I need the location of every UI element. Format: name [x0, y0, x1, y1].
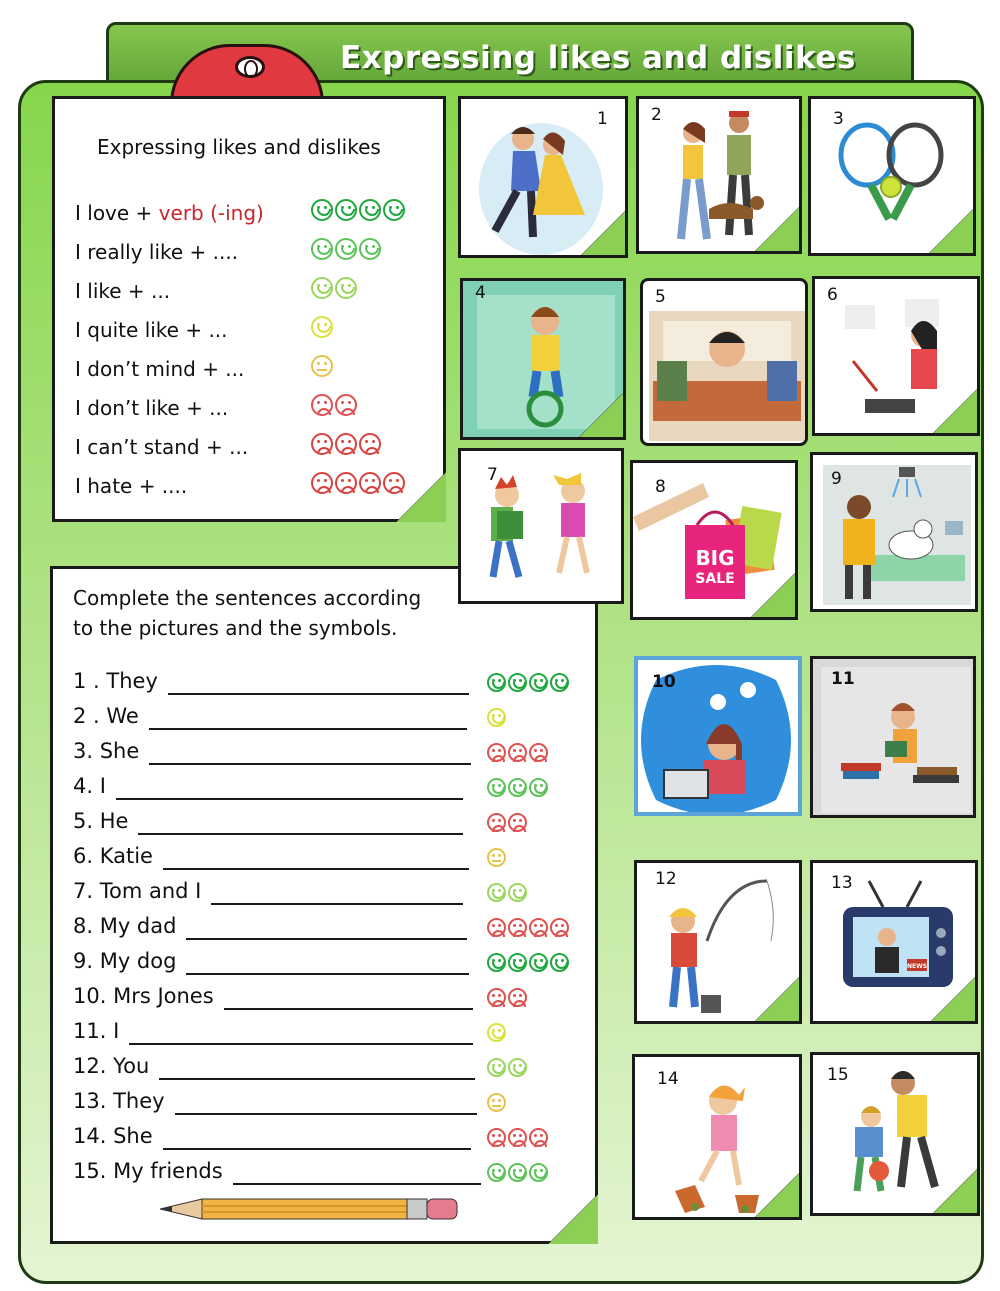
key-row	[75, 474, 187, 498]
neutral-face-icon	[311, 355, 333, 377]
key-row	[75, 240, 238, 264]
answer-line[interactable]	[233, 1183, 481, 1185]
exercise-faces	[487, 1127, 550, 1147]
frowny-face-icon	[487, 743, 506, 762]
picture-number: 12	[655, 869, 677, 889]
frowny-face-icon	[311, 472, 333, 494]
exercise-faces	[487, 1162, 550, 1182]
answer-line[interactable]	[116, 798, 463, 800]
key-row	[75, 435, 248, 459]
bag-sign-sale: SALE	[695, 571, 735, 587]
smiley-face-icon	[383, 199, 405, 221]
exercise-item: 12. You	[73, 1054, 150, 1078]
answer-line[interactable]	[163, 1148, 471, 1150]
smiley-face-icon	[487, 953, 506, 972]
exercise-item: 13. They	[73, 1089, 165, 1113]
picture-number: 13	[831, 873, 853, 893]
smiley-face-icon	[529, 778, 548, 797]
picture-number: 9	[831, 469, 842, 489]
key-row	[75, 318, 228, 342]
key-phrase: I really like + ....	[75, 240, 239, 264]
exercise-faces	[487, 882, 529, 902]
answer-line[interactable]	[211, 903, 463, 905]
picture-card-14	[632, 1054, 802, 1220]
picture-number: 7	[487, 465, 498, 485]
picture-card-3	[808, 96, 976, 256]
exercise-item: 4. I	[73, 774, 106, 798]
frowny-face-icon	[529, 1128, 548, 1147]
smiley-face-icon	[529, 953, 548, 972]
smiley-face-icon	[335, 199, 357, 221]
exercise-faces	[487, 672, 571, 692]
frowny-face-icon	[487, 918, 506, 937]
frowny-face-icon	[529, 743, 548, 762]
key-phrase-highlight: verb (-ing)	[158, 201, 264, 225]
neutral-face-icon	[487, 848, 506, 867]
exercise-faces	[487, 707, 508, 727]
picture-card-2	[636, 96, 802, 254]
smiley-face-icon	[487, 708, 506, 727]
picture-number: 8	[655, 477, 666, 497]
key-row	[75, 357, 244, 381]
key-phrase: I like + ...	[75, 279, 171, 303]
key-faces	[311, 238, 383, 260]
picture-number: 15	[827, 1065, 849, 1085]
neutral-face-icon	[487, 1093, 506, 1112]
smiley-face-icon	[359, 199, 381, 221]
key-faces	[311, 394, 359, 416]
smiley-face-icon	[508, 778, 527, 797]
key-faces	[311, 472, 407, 494]
answer-line[interactable]	[149, 728, 467, 730]
frowny-face-icon	[311, 394, 333, 416]
picture-card-15	[810, 1052, 980, 1216]
picture-card-12	[634, 860, 802, 1024]
key-phrase: I hate + ....	[75, 474, 188, 498]
answer-line[interactable]	[138, 833, 463, 835]
exercise-item: 9. My dog	[73, 949, 177, 973]
smiley-face-icon	[508, 883, 527, 902]
instruction-line-2: to the pictures and the symbols.	[73, 616, 398, 640]
key-phrase: I quite like + ...	[75, 318, 228, 342]
exercise-item: 8. My dad	[73, 914, 177, 938]
exercise-instruction	[73, 583, 473, 643]
key-phrase: I don’t mind + ...	[75, 357, 245, 381]
picture-card-11	[810, 656, 976, 818]
smiley-face-icon	[550, 673, 569, 692]
smiley-face-icon	[529, 1163, 548, 1182]
smiley-face-icon	[487, 673, 506, 692]
frowny-face-icon	[487, 813, 506, 832]
smiley-face-icon	[550, 953, 569, 972]
frowny-face-icon	[508, 1128, 527, 1147]
picture-card-6	[812, 276, 980, 436]
key-card	[52, 96, 446, 522]
picture-number: 1	[597, 109, 608, 129]
picture-card-7	[458, 448, 624, 604]
frowny-face-icon	[359, 472, 381, 494]
exercise-item: 7. Tom and I	[73, 879, 202, 903]
frowny-face-icon	[335, 433, 357, 455]
smiley-face-icon	[311, 238, 333, 260]
exercise-faces	[487, 1057, 529, 1077]
page-title: Expressing likes and dislikes	[340, 40, 856, 76]
frowny-face-icon	[508, 743, 527, 762]
key-phrase: I love +	[75, 201, 159, 225]
exercise-faces	[487, 742, 550, 762]
page-curl	[548, 1194, 598, 1244]
picture-number: 11	[831, 669, 855, 689]
frowny-face-icon	[359, 433, 381, 455]
smiley-face-icon	[508, 1163, 527, 1182]
boy-studying-stressed-image	[643, 281, 808, 446]
picture-number: 2	[651, 105, 662, 125]
exercise-faces	[487, 1022, 508, 1042]
smiley-face-icon	[359, 238, 381, 260]
key-row	[75, 201, 264, 225]
exercise-item: 14. She	[73, 1124, 153, 1148]
frowny-face-icon	[508, 988, 527, 1007]
answer-line[interactable]	[224, 1008, 473, 1010]
answer-line[interactable]	[175, 1113, 477, 1115]
picture-number: 3	[833, 109, 844, 129]
key-faces	[311, 277, 359, 299]
smiley-face-icon	[508, 953, 527, 972]
key-faces	[311, 355, 335, 377]
answer-line[interactable]	[186, 938, 467, 940]
frowny-face-icon	[508, 813, 527, 832]
key-faces	[311, 199, 407, 221]
picture-card-4	[460, 278, 626, 440]
exercise-item: 1 . They	[73, 669, 158, 693]
answer-line[interactable]	[159, 1078, 475, 1080]
picture-number: 4	[475, 283, 486, 303]
smiley-face-icon	[487, 1058, 506, 1077]
exercise-faces	[487, 847, 508, 867]
picture-card-5	[640, 278, 808, 446]
exercise-item: 6. Katie	[73, 844, 153, 868]
answer-line[interactable]	[149, 763, 471, 765]
frowny-face-icon	[335, 472, 357, 494]
smiley-face-icon	[311, 277, 333, 299]
smiley-face-icon	[487, 883, 506, 902]
exercise-item: 11. I	[73, 1019, 120, 1043]
frowny-face-icon	[383, 472, 405, 494]
smiley-face-icon	[508, 1058, 527, 1077]
frowny-face-icon	[311, 433, 333, 455]
exercise-card	[50, 566, 598, 1244]
picture-card-10	[634, 656, 802, 816]
key-phrase: I don’t like + ...	[75, 396, 229, 420]
answer-line[interactable]	[129, 1043, 473, 1045]
exercise-faces	[487, 987, 529, 1007]
picture-number: 5	[655, 287, 666, 307]
key-faces	[311, 316, 335, 338]
answer-line[interactable]	[163, 868, 469, 870]
exercise-faces	[487, 1092, 508, 1112]
frowny-face-icon	[335, 394, 357, 416]
exercise-faces	[487, 777, 550, 797]
picture-card-13	[810, 860, 978, 1024]
exercise-item: 10. Mrs Jones	[73, 984, 214, 1008]
key-faces	[311, 433, 383, 455]
picture-card-9	[810, 452, 978, 612]
smiley-face-icon	[487, 1163, 506, 1182]
picture-number: 6	[827, 285, 838, 305]
smiley-face-icon	[311, 199, 333, 221]
key-heading: Expressing likes and dislikes	[97, 135, 381, 159]
smiley-face-icon	[335, 238, 357, 260]
frowny-face-icon	[487, 988, 506, 1007]
smiley-face-icon	[335, 277, 357, 299]
frowny-face-icon	[487, 1128, 506, 1147]
exercise-item: 5. He	[73, 809, 129, 833]
picture-number: 10	[652, 672, 676, 692]
key-phrase: I can’t stand + ...	[75, 435, 249, 459]
frowny-face-icon	[508, 918, 527, 937]
exercise-faces	[487, 952, 571, 972]
key-row	[75, 396, 228, 420]
exercise-item: 15. My friends	[73, 1159, 223, 1183]
instruction-line-1: Complete the sentences according	[73, 586, 422, 610]
frowny-face-icon	[550, 918, 569, 937]
smiley-face-icon	[487, 778, 506, 797]
key-row	[75, 279, 170, 303]
exercise-item: 3. She	[73, 739, 140, 763]
exercise-faces	[487, 812, 529, 832]
exercise-item: 2 . We	[73, 704, 139, 728]
kids-going-to-school-image	[461, 451, 624, 604]
picture-number: 14	[657, 1069, 679, 1089]
frowny-face-icon	[529, 918, 548, 937]
smiley-face-icon	[487, 1023, 506, 1042]
clip-ring-icon	[235, 56, 265, 78]
tv-news-sign: NEWS	[906, 963, 928, 970]
picture-card-1	[458, 96, 628, 258]
pencil-icon	[160, 1196, 460, 1222]
answer-line[interactable]	[168, 693, 469, 695]
bag-sign-big: BIG	[695, 546, 735, 570]
picture-card-8	[630, 460, 798, 620]
smiley-face-icon	[508, 673, 527, 692]
smiley-face-icon	[529, 673, 548, 692]
exercise-faces	[487, 917, 571, 937]
answer-line[interactable]	[186, 973, 469, 975]
smiley-face-icon	[311, 316, 333, 338]
